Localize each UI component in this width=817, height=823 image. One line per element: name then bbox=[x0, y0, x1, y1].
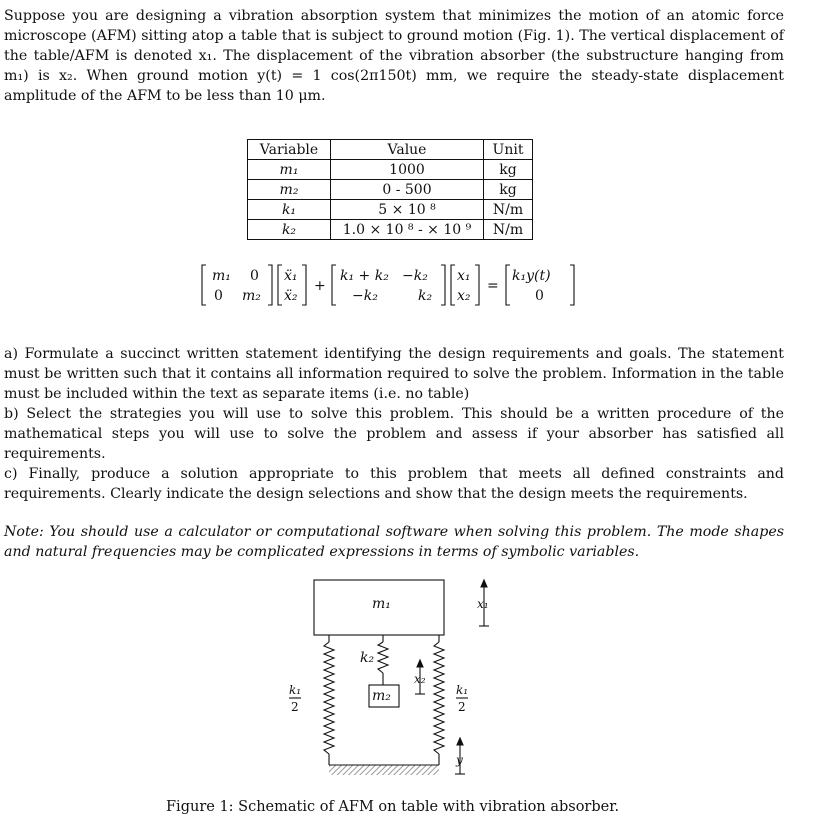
fig-label-k1-num: k₁ bbox=[289, 683, 302, 697]
eq-k22: k₂ bbox=[418, 288, 433, 304]
table-header: Value bbox=[331, 140, 484, 160]
figure-caption: Figure 1: Schematic of AFM on table with vibration absorber. bbox=[166, 799, 620, 815]
table-row bbox=[248, 180, 533, 200]
fig-label-k2: k₂ bbox=[360, 650, 375, 666]
table-row bbox=[248, 220, 533, 240]
task-b: b) Select the strategies you will use to solve this problem. This should be a written procedure of the mathematical steps you will use to solve the problem and assess if your absorber has satisfied all requirements. bbox=[4, 406, 784, 462]
table-cell-variable: m₁ bbox=[248, 160, 331, 180]
equation-of-motion bbox=[198, 262, 618, 308]
eq-force-2: 0 bbox=[535, 288, 544, 304]
eq-x1: x₁ bbox=[457, 268, 471, 284]
table-header-row bbox=[248, 140, 533, 160]
spring-k2 bbox=[378, 642, 388, 673]
task-a: a) Formulate a succinct written statement identifying the design requirements and goals. The statement must be written such that it contains all information required to solve the problem. Information in the table must be included within the text as separate items (i.e. no table) bbox=[4, 346, 784, 402]
table-cell-variable: m₂ bbox=[248, 180, 331, 200]
fig-label-m2: m₂ bbox=[372, 688, 391, 704]
fig-label-k1-den: 2 bbox=[458, 700, 466, 714]
table-cell-value: 5 × 10 ⁸ bbox=[331, 200, 484, 220]
task-list bbox=[4, 344, 784, 504]
table-row bbox=[248, 160, 533, 180]
table-cell-value: 0 - 500 bbox=[331, 180, 484, 200]
spring-k1-left bbox=[324, 642, 334, 754]
eq-plus: + bbox=[314, 278, 326, 294]
eq-mass-m2: m₂ bbox=[242, 288, 261, 304]
eq-k12: −k₂ bbox=[402, 268, 428, 284]
fig-label-k1-num: k₁ bbox=[456, 683, 469, 697]
table-cell-unit: N/m bbox=[484, 220, 533, 240]
table-cell-variable: k₂ bbox=[248, 220, 331, 240]
table-cell-value: 1000 bbox=[331, 160, 484, 180]
task-c: c) Finally, produce a solution appropriate to this problem that meets all defined constraints and requirements. Clearly indicate the design selections and show that the design meets the requirements. bbox=[4, 466, 784, 502]
table-header: Variable bbox=[248, 140, 331, 160]
eq-mass-zero: 0 bbox=[250, 268, 259, 284]
table-header: Unit bbox=[484, 140, 533, 160]
eq-acc-1: ẍ₁ bbox=[284, 268, 298, 284]
note: Note: You should use a calculator or computational software when solving this problem. The mode shapes and natural frequencies may be complicated expressions in terms of symbolic variables. bbox=[4, 524, 784, 560]
table-cell-value: 1.0 × 10 ⁸ - × 10 ⁹ bbox=[331, 220, 484, 240]
eq-mass-m1: m₁ bbox=[212, 268, 231, 284]
eq-k11: k₁ + k₂ bbox=[340, 268, 389, 284]
eq-x2: x₂ bbox=[457, 288, 471, 304]
ground-hatch bbox=[329, 765, 439, 775]
eq-mass-zero: 0 bbox=[214, 288, 223, 304]
fig-label-m1: m₁ bbox=[372, 596, 391, 612]
table-cell-unit: kg bbox=[484, 160, 533, 180]
eq-force-1: k₁y(t) bbox=[512, 268, 551, 284]
variable-table bbox=[247, 139, 533, 240]
problem-intro: Suppose you are designing a vibration absorption system that minimizes the motion of an atomic force microscope (AFM) sitting atop a table that is subject to ground motion (Fig. 1). The vertical displacement of the table/AFM is denoted x₁. The displacement of the vibration absorber (the substructure hanging from m₁) is x₂. When ground motion y(t) = 1 cos(2π150t) mm, we require the steady-state displacement amplitude of the AFM to be less than 10 μm. bbox=[4, 8, 784, 104]
fig-label-k1-den: 2 bbox=[291, 700, 299, 714]
spring-k1-right bbox=[434, 642, 444, 754]
table-cell-unit: N/m bbox=[484, 200, 533, 220]
table-cell-variable: k₁ bbox=[248, 200, 331, 220]
schematic-figure bbox=[270, 570, 510, 792]
eq-acc-2: ẍ₂ bbox=[284, 288, 298, 304]
fig-label-y: y bbox=[456, 753, 463, 767]
eq-k21: −k₂ bbox=[352, 288, 378, 304]
fig-label-x2: x₂ bbox=[414, 672, 426, 686]
fig-label-x1: x₁ bbox=[477, 597, 489, 611]
table-row bbox=[248, 200, 533, 220]
eq-equals: = bbox=[487, 278, 499, 294]
table-cell-unit: kg bbox=[484, 180, 533, 200]
